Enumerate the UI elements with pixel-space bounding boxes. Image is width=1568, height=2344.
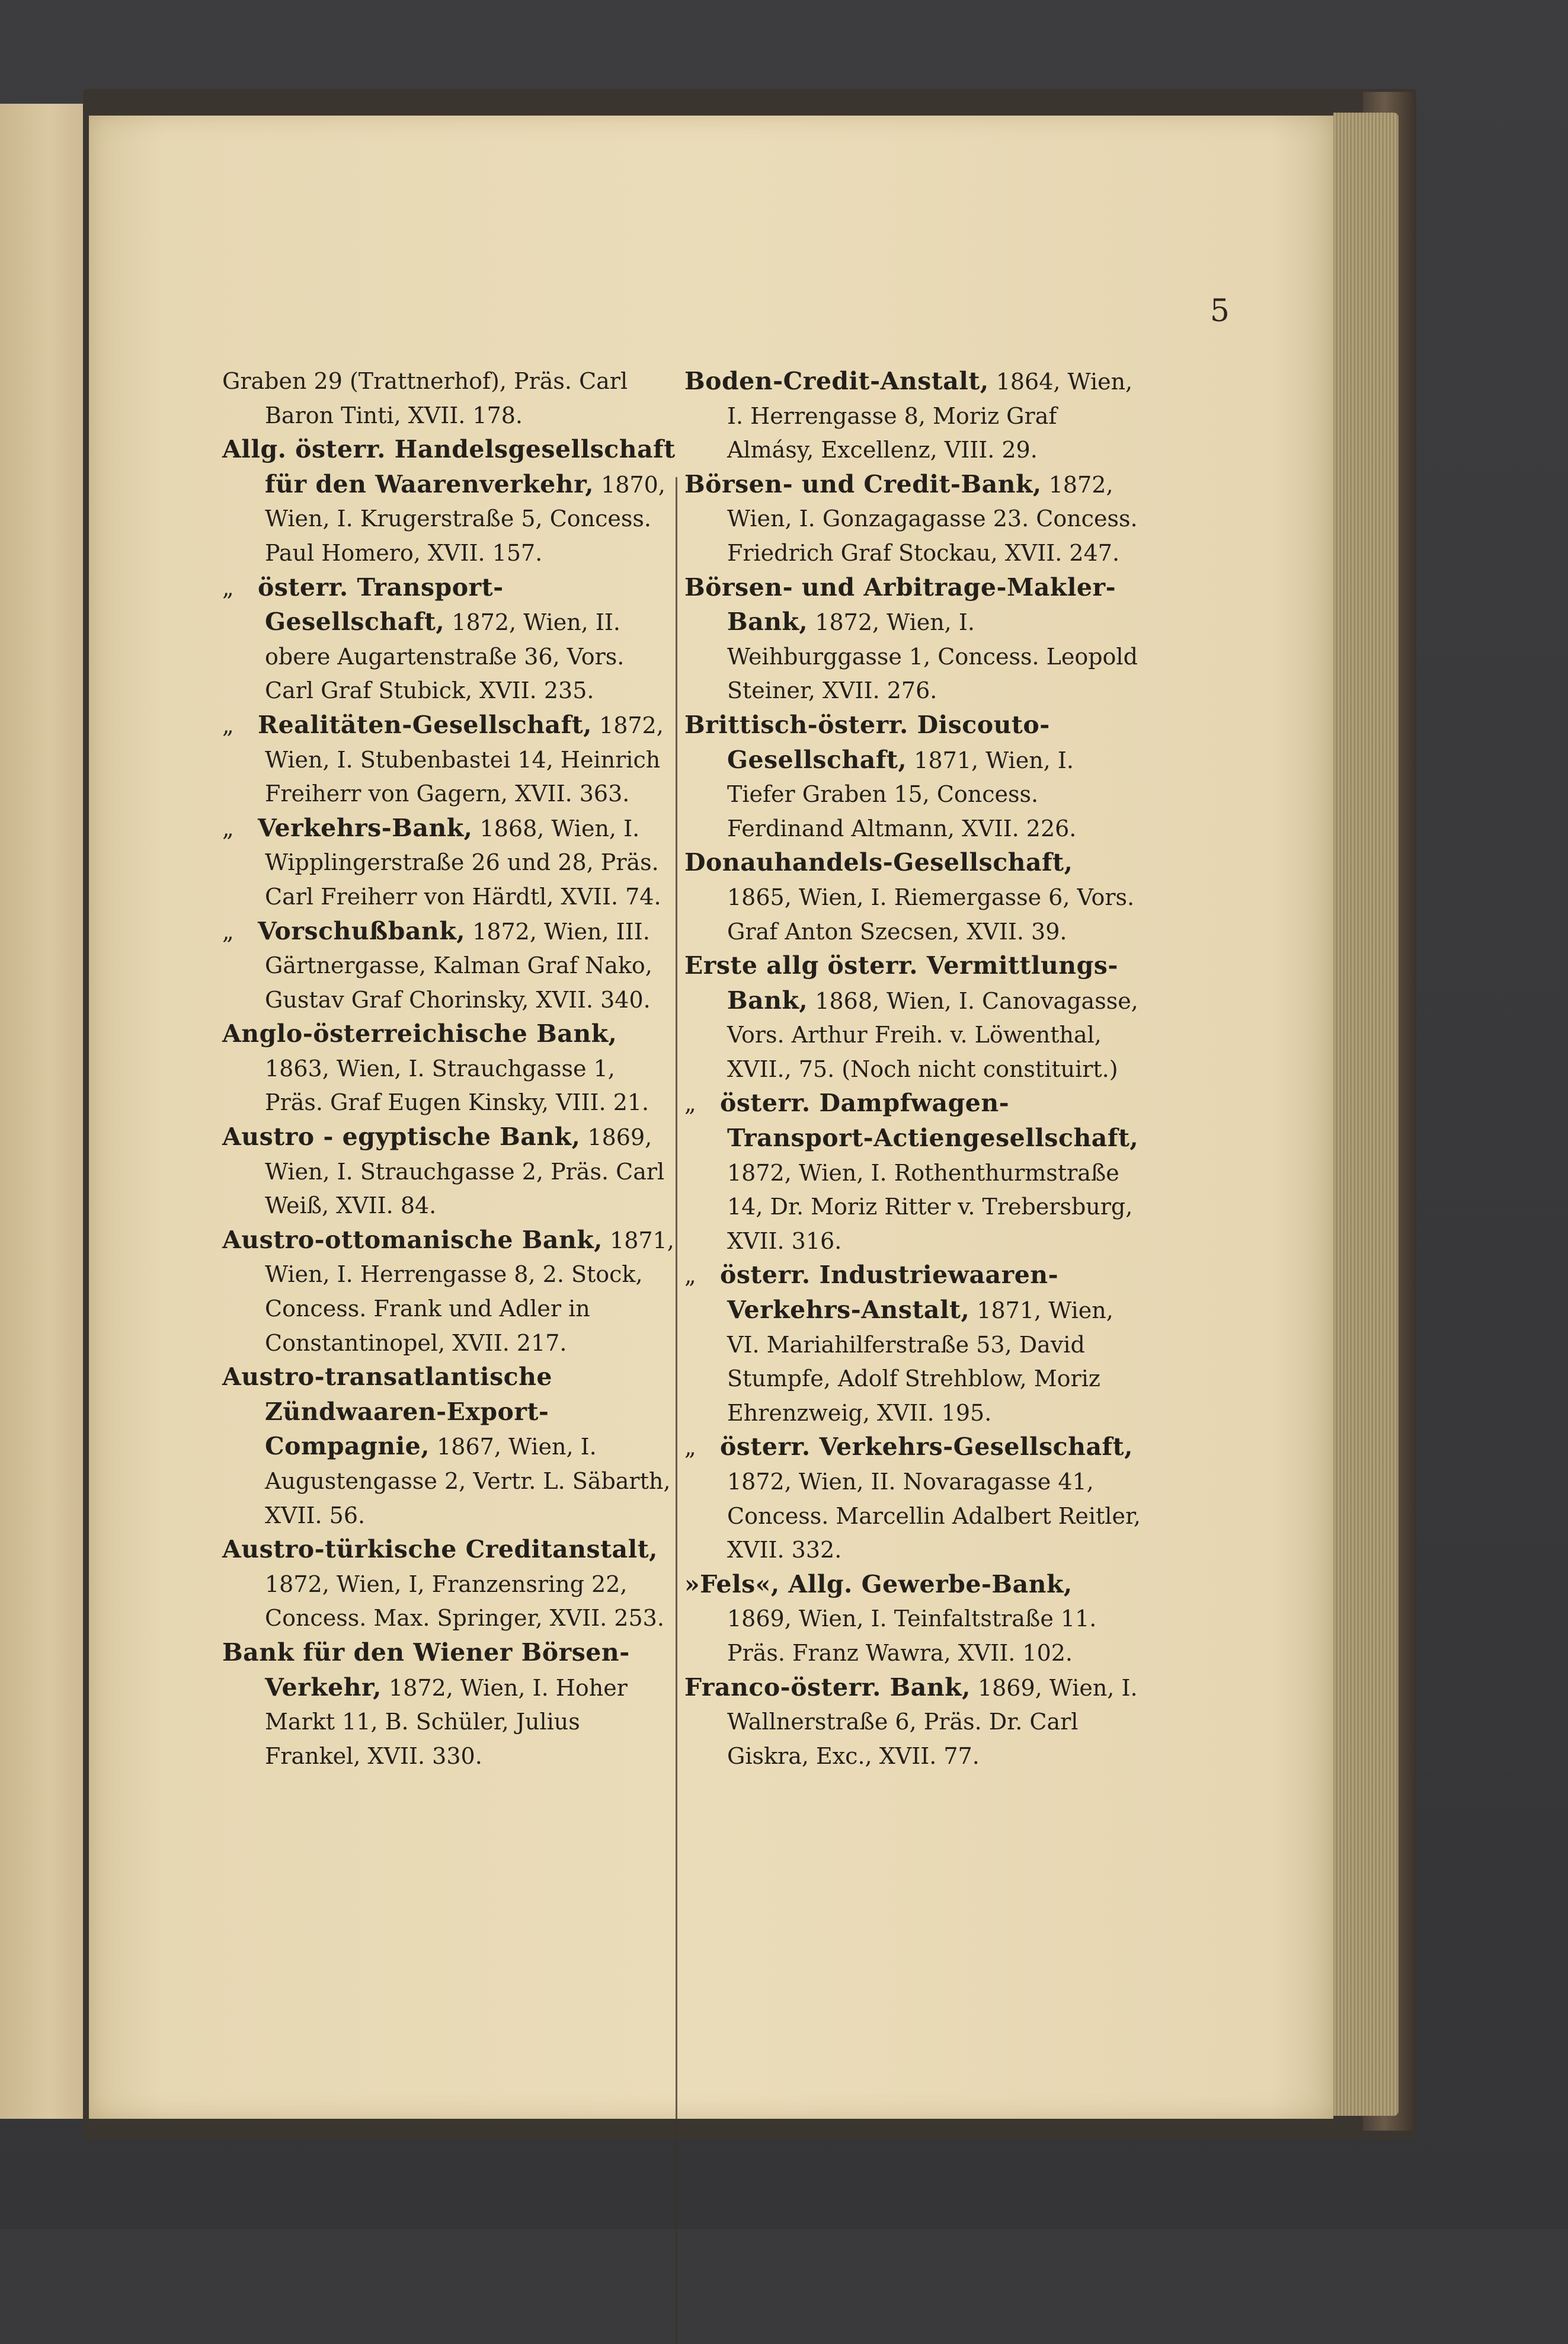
list-item: [684, 1430, 1141, 1567]
list-item: [222, 914, 679, 1018]
ditto-mark: „: [684, 1262, 696, 1289]
list-item: [222, 1636, 679, 1773]
list-item: [222, 433, 679, 570]
entry-heading: Erste allg österr. Vermittlungs-Bank,: [684, 951, 1118, 1015]
entry-heading: Börsen- und Credit-Bank,: [684, 469, 1042, 498]
entry-text: 1864, Wien, I. Herrengasse 8, Moriz Graf Almásy, Excellenz, VIII. 29.: [727, 369, 1133, 463]
entry-heading: Realitäten-Gesellschaft,: [258, 710, 592, 739]
list-item: [684, 1086, 1141, 1258]
ditto-mark: „: [684, 1434, 696, 1461]
page-stack-edges: [1333, 113, 1399, 2116]
list-item: [222, 708, 679, 811]
ditto-mark: „: [222, 574, 234, 601]
entry-heading: österr. Verkehrs-Gesellschaft,: [720, 1432, 1133, 1462]
entry-heading: Vorschußbank,: [258, 916, 466, 945]
list-item: [684, 846, 1141, 949]
entry-heading: Austro-ottomanische Bank,: [222, 1225, 603, 1254]
list-item: [684, 1671, 1141, 1774]
list-item: [684, 468, 1141, 571]
entry-text: 1872, Wien, I. Hoher Markt 11, B. Schüler, Julius Frankel, XVII. 330.: [265, 1674, 628, 1769]
entry-heading: Allg. österr. Handelsgesellschaft für den Waarenverkehr,: [222, 435, 676, 498]
page-number: 5: [1209, 293, 1230, 329]
entry-text: 1872, Wien, I. Rothenthurmstraße 14, Dr. Moriz Ritter v. Trebersburg, XVII. 316.: [727, 1159, 1133, 1254]
entry-heading: Austro - egyptische Bank,: [222, 1123, 581, 1152]
entry-text: 1872, Wien, I, Franzensring 22, Concess. Max. Springer, XVII. 253.: [265, 1571, 664, 1632]
entry-heading: Brittisch-österr. Discouto-Gesellschaft,: [684, 710, 1050, 774]
entry-text: 1871, Wien, VI. Mariahilferstraße 53, David Stumpfe, Adolf Strehblow, Moriz Ehrenzweig, XVII. 195.: [727, 1297, 1113, 1426]
entry-heading: Anglo-österreichische Bank,: [222, 1019, 617, 1048]
entry-heading: Franco-österr. Bank,: [684, 1673, 971, 1702]
entry-text: 1872, Wien, II. Novaragasse 41, Concess. Marcellin Adalbert Reitler, XVII. 332.: [727, 1469, 1141, 1563]
ditto-mark: „: [222, 918, 234, 945]
list-item: [684, 364, 1141, 468]
entry-heading: »Fels«, Allg. Gewerbe-Bank,: [684, 1569, 1073, 1598]
entry-text: 1863, Wien, I. Strauchgasse 1, Präs. Graf Eugen Kinsky, VIII. 21.: [265, 1055, 649, 1116]
entry-text: 1867, Wien, I. Augustengasse 2, Vertr. L. Säbarth, XVII. 56.: [265, 1434, 671, 1528]
entry-text: 1872, Wien, I. Gonzagagasse 23. Concess. Friedrich Graf Stockau, XVII. 247.: [727, 471, 1138, 566]
entry-heading: Donauhandels-Gesellschaft,: [684, 848, 1073, 877]
previous-page-edge: [0, 104, 83, 2119]
list-item: [684, 1258, 1141, 1430]
list-item: [684, 571, 1141, 708]
entry-text: 1872, Wien, I. Weihburggasse 1, Concess. Leopold Steiner, XVII. 276.: [727, 609, 1138, 704]
list-item: [222, 1120, 679, 1223]
entry-text: 1868, Wien, I. Wipplingerstraße 26 und 28, Präs. Carl Freiherr von Härdtl, XVII. 74.: [265, 815, 661, 910]
entry-heading: Bank für den Wiener Börsen-Verkehr,: [222, 1638, 630, 1702]
list-item: [684, 708, 1141, 846]
entry-text: 1872, Wien, II. obere Augartenstraße 36, Vors. Carl Graf Stubick, XVII. 235.: [265, 609, 625, 704]
entry-text: 1870, Wien, I. Krugerstraße 5, Concess. Paul Homero, XVII. 157.: [265, 471, 665, 566]
entry-text: 1872, Wien, I. Stubenbastei 14, Heinrich Freiherr von Gagern, XVII. 363.: [265, 712, 664, 807]
ditto-mark: „: [684, 1091, 696, 1117]
list-item: [684, 1568, 1141, 1671]
list-item: [222, 1533, 679, 1636]
entry-heading: Boden-Credit-Anstalt,: [684, 367, 989, 395]
book-page: [89, 116, 1333, 2119]
entry-text: 1869, Wien, I. Wallnerstraße 6, Präs. Dr. Carl Giskra, Exc., XVII. 77.: [727, 1674, 1138, 1769]
entry-heading: österr. Industriewaaren-Verkehrs-Anstalt,: [720, 1261, 1059, 1325]
entry-text: 1869, Wien, I. Teinfaltstraße 11. Präs. Franz Wawra, XVII. 102.: [727, 1606, 1097, 1666]
entry-text: 1871, Wien, I. Tiefer Graben 15, Concess. Ferdinand Altmann, XVII. 226.: [727, 747, 1077, 842]
list-item: [222, 1017, 679, 1120]
ditto-mark: „: [222, 815, 234, 842]
entry-heading: österr. Dampfwagen-Transport-Actiengesellschaft,: [720, 1089, 1139, 1153]
entry-text: 1872, Wien, III. Gärtnergasse, Kalman Graf Nako, Gustav Graf Chorinsky, XVII. 340.: [265, 918, 652, 1013]
list-item: [222, 1223, 679, 1360]
list-item: [684, 949, 1141, 1086]
entry-heading: Austro-transatlantische Zündwaaren-Export-Compagnie,: [222, 1363, 553, 1461]
entry-heading: österr. Transport-Gesellschaft,: [258, 573, 504, 637]
list-item: Graben 29 (Trattnerhof), Präs. Carl Baron Tinti, XVII. 178.: [222, 368, 628, 428]
entry-text: 1868, Wien, I. Canovagasse, Vors. Arthur Freih. v. Löwenthal, XVII., 75. (Noch nicht constituirt.): [727, 987, 1138, 1082]
entry-heading: Verkehrs-Bank,: [258, 813, 473, 842]
right-column: [684, 364, 1141, 1773]
entry-heading: Austro-türkische Creditanstalt,: [222, 1535, 658, 1564]
entry-text: 1871, Wien, I. Herrengasse 8, 2. Stock, Concess. Frank und Adler in Constantinopel, XVII. 217.: [265, 1227, 674, 1356]
entry-text: 1865, Wien, I. Riemergasse 6, Vors. Graf Anton Szecsen, XVII. 39.: [727, 884, 1135, 945]
entry-text: 1869, Wien, I. Strauchgasse 2, Präs. Carl Weiß, XVII. 84.: [265, 1124, 665, 1219]
list-item: [222, 811, 679, 914]
entry-heading: Börsen- und Arbitrage-Makler-Bank,: [684, 573, 1116, 637]
left-column: [222, 364, 679, 1773]
ditto-mark: „: [222, 712, 234, 738]
list-item: [222, 571, 679, 708]
list-item: [222, 1360, 679, 1533]
